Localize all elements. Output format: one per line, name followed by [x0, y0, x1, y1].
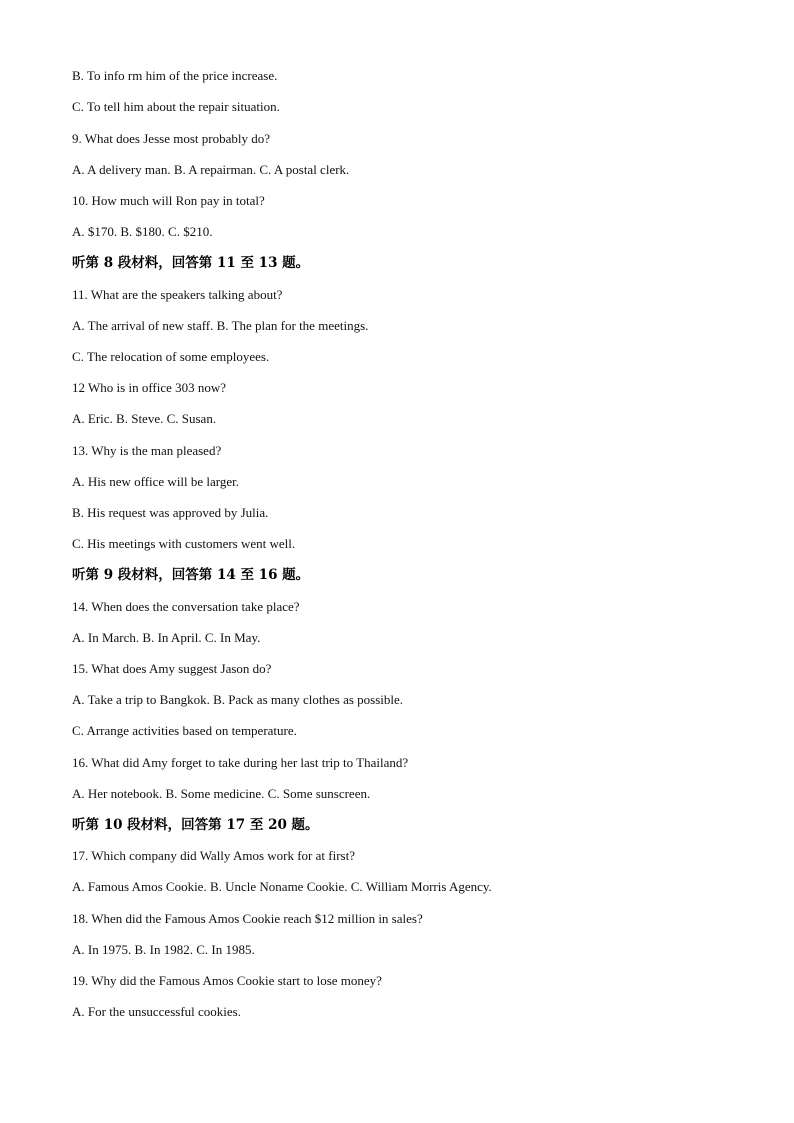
option-line: A. A delivery man. B. A repairman. C. A postal clerk. [72, 162, 350, 177]
option-line: B. To info rm him of the price increase. [72, 68, 278, 83]
question-line: 14. When does the conversation take place? [72, 599, 300, 614]
option-line: C. The relocation of some employees. [72, 349, 270, 364]
option-line: A. The arrival of new staff. B. The plan for the meetings. [72, 318, 369, 333]
question-line: 15. What does Amy suggest Jason do? [72, 661, 272, 676]
section-heading: 听第 9 段材料，回答第 14 至 16 题。 [72, 567, 310, 583]
question-line: 16. What did Amy forget to take during her last trip to Thailand? [72, 755, 409, 770]
option-line: A. In 1975. B. In 1982. C. In 1985. [72, 942, 255, 957]
section-heading: 听第 10 段材料，回答第 17 至 20 题。 [72, 817, 319, 833]
question-line: 10. How much will Ron pay in total? [72, 193, 265, 208]
question-line: 12 Who is in office 303 now? [72, 380, 227, 395]
option-line: A. $170. B. $180. C. $210. [72, 224, 213, 239]
option-line: C. Arrange activities based on temperature. [72, 723, 297, 738]
option-line: C. His meetings with customers went well. [72, 536, 296, 551]
option-line: B. His request was approved by Julia. [72, 505, 269, 520]
section-heading: 听第 8 段材料，回答第 11 至 13 题。 [72, 255, 310, 271]
option-line: A. His new office will be larger. [72, 474, 240, 489]
option-line: A. Her notebook. B. Some medicine. C. Some sunscreen. [72, 786, 371, 801]
question-line: 13. Why is the man pleased? [72, 443, 222, 458]
option-line: C. To tell him about the repair situation. [72, 99, 280, 114]
question-line: 9. What does Jesse most probably do? [72, 131, 270, 146]
option-line: A. Famous Amos Cookie. B. Uncle Noname Cookie. C. William Morris Agency. [72, 879, 492, 894]
option-line: A. Take a trip to Bangkok. B. Pack as many clothes as possible. [72, 692, 404, 707]
option-line: A. In March. B. In April. C. In May. [72, 630, 261, 645]
question-line: 17. Which company did Wally Amos work for at first? [72, 848, 355, 863]
question-line: 19. Why did the Famous Amos Cookie start to lose money? [72, 973, 382, 988]
question-line: 11. What are the speakers talking about? [72, 287, 283, 302]
option-line: A. For the unsuccessful cookies. [72, 1004, 241, 1019]
option-line: A. Eric. B. Steve. C. Susan. [72, 411, 217, 426]
question-line: 18. When did the Famous Amos Cookie reach $12 million in sales? [72, 911, 423, 926]
